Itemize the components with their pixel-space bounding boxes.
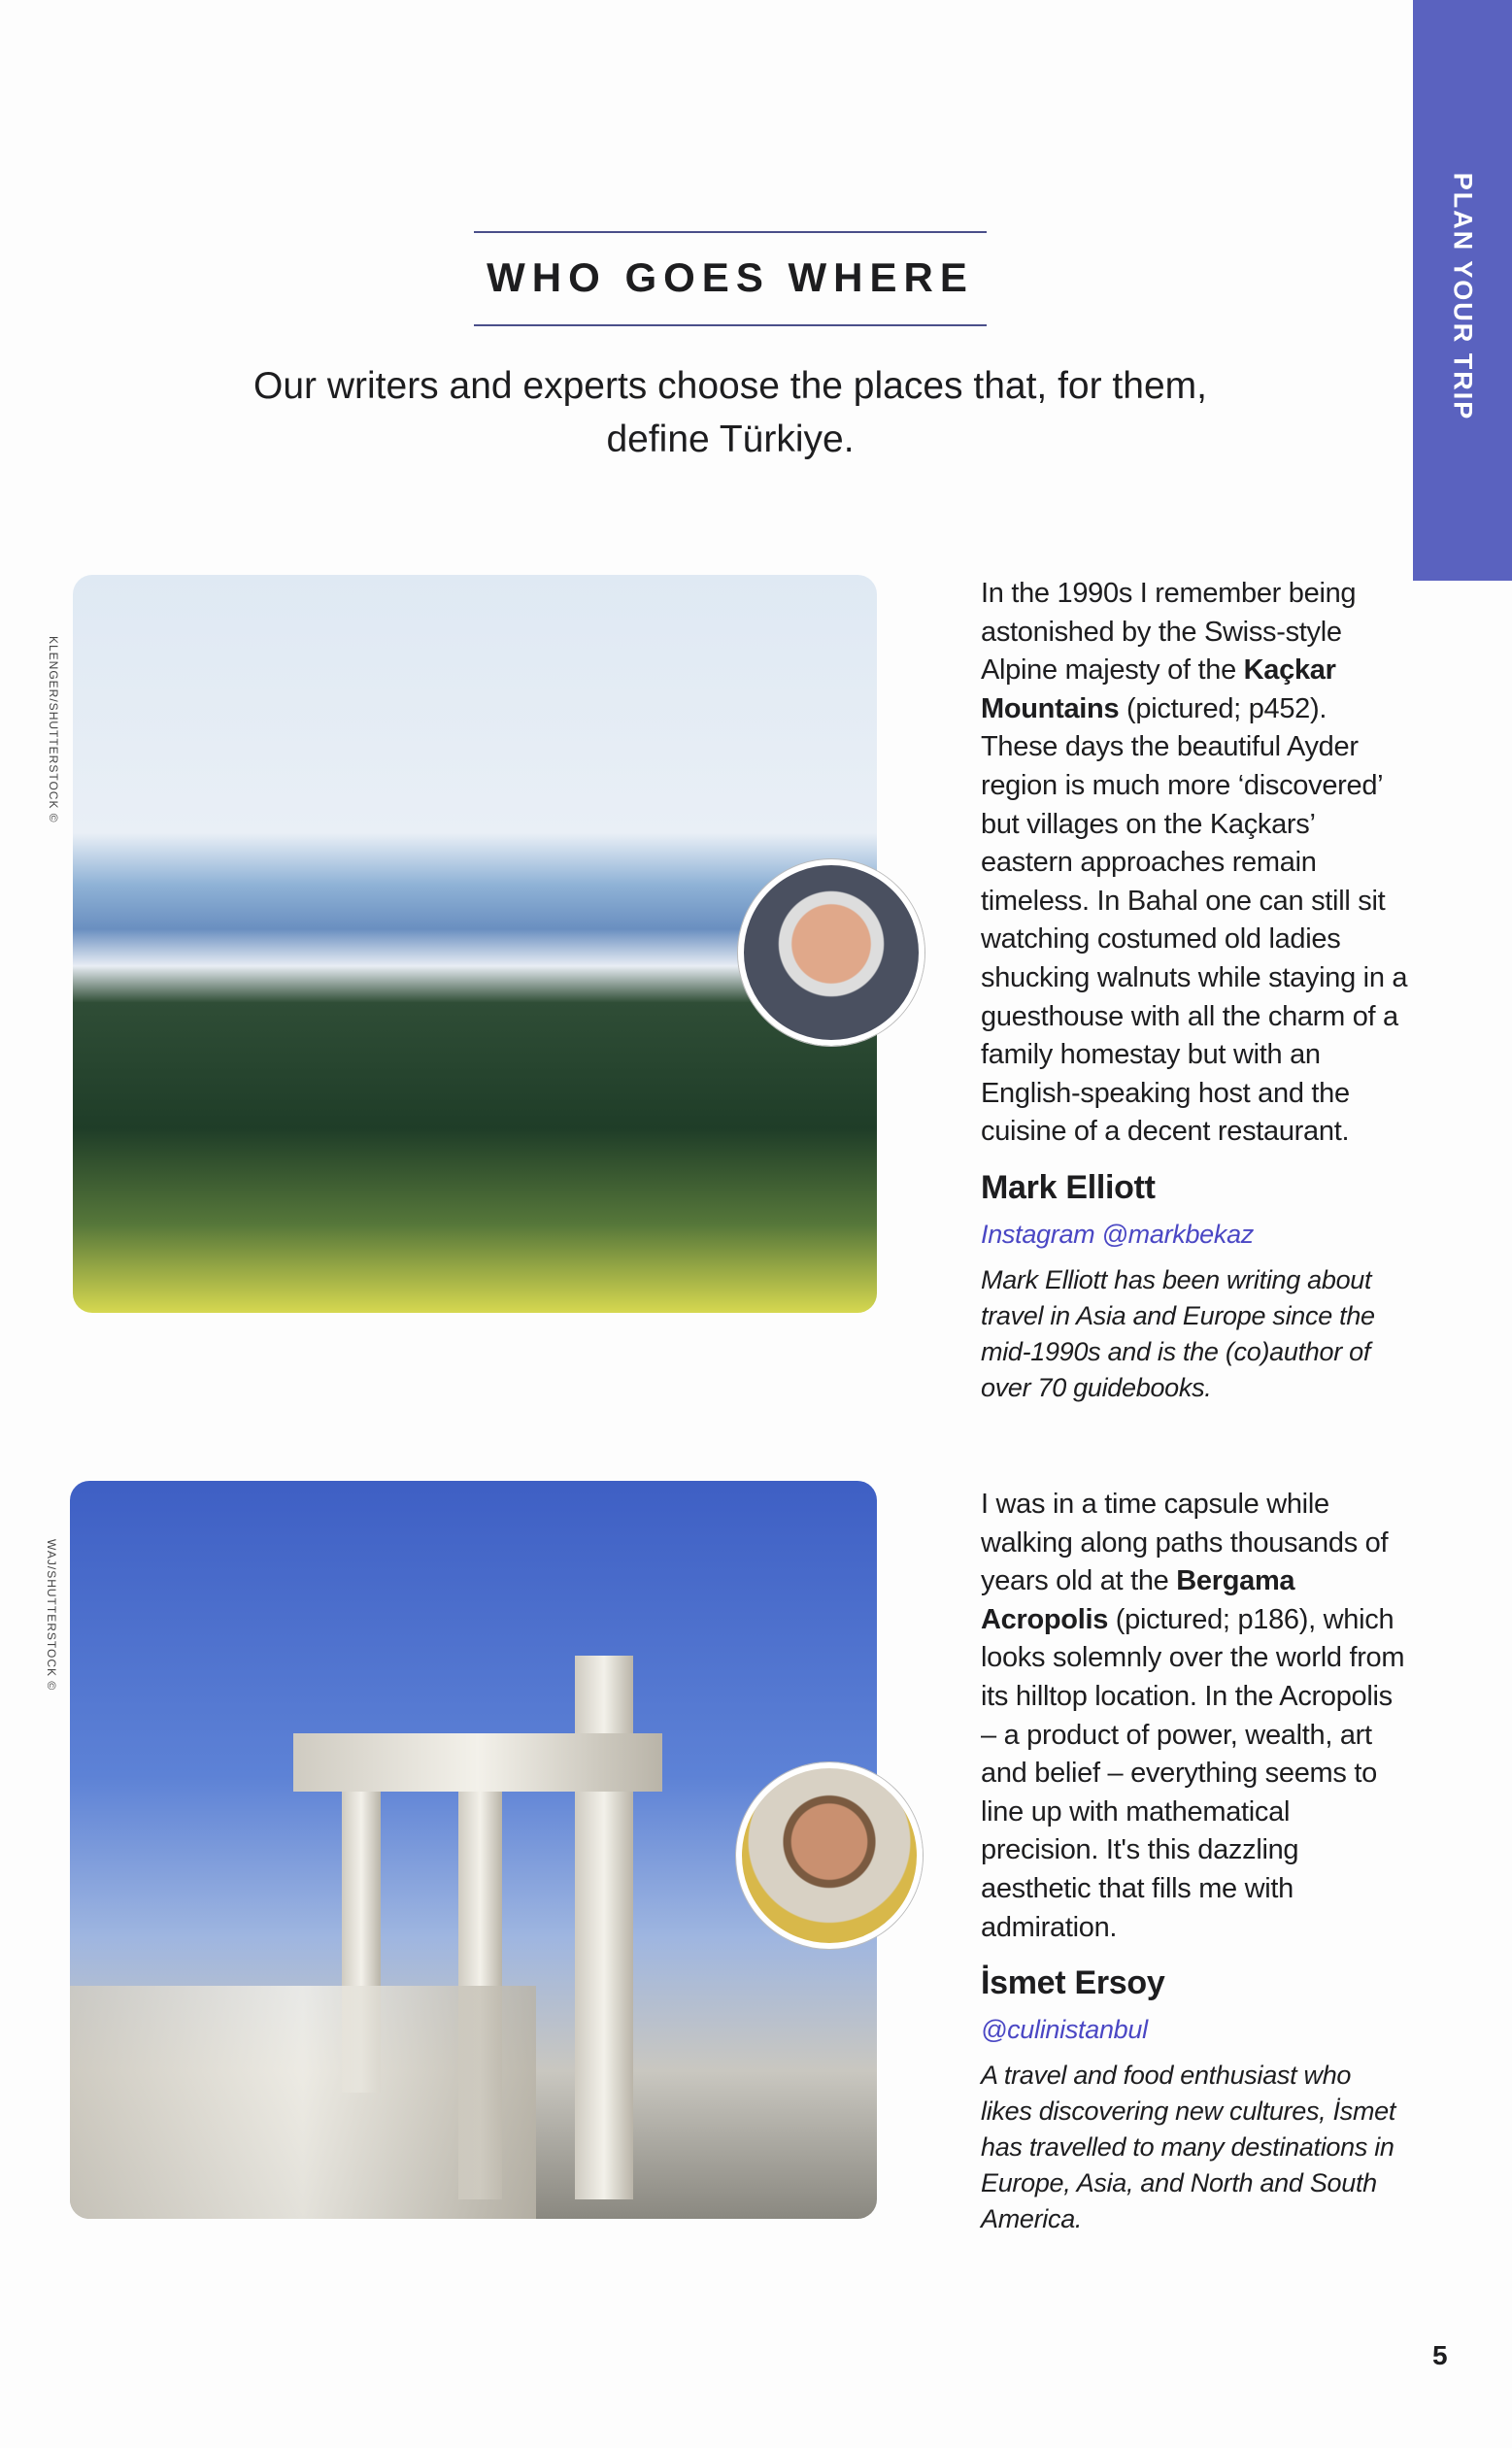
entry-text: In the 1990s I remember being astonished by the Swiss-style Alpine majesty of the Kaçkar Mountains (pictured; p452). These days the beautiful Ayder region is much more ‘discovered’ but villages on the Kaçkars’ eastern approaches remain timeless. In Bahal one can still sit watching costumed old ladies shucking walnuts while staying in a guesthouse with all the charm of a family homestay but with an English-speaking host and the cuisine of a decent restaurant. [981, 578, 1408, 1148]
author-avatar [738, 859, 924, 1046]
author-handle[interactable]: @culinistanbul [981, 2015, 1148, 2045]
entry-mark-elliott [981, 575, 1408, 1486]
page-subtitle [146, 359, 1315, 466]
text-column [981, 575, 1408, 2237]
photo-credit: WAJ/SHUTTERSTOCK © [45, 1539, 58, 1692]
author-bio: A travel and food enthusiast who likes discovering new cultures, İsmet has travelled to many destinations in Europe, Asia, and North and South America. [981, 2061, 1396, 2234]
section-tab [1413, 0, 1512, 581]
author-bio: Mark Elliott has been writing about travel in Asia and Europe since the mid-1990s and is the (co)author of over 70 guidebooks. [981, 1264, 1375, 1402]
author-name: Mark Elliott [981, 1168, 1156, 1206]
subtitle-line: define Türkiye. [606, 419, 855, 460]
page-number: 5 [1432, 2340, 1448, 2370]
title-rule-bottom [474, 324, 987, 326]
author-handle[interactable]: Instagram @markbekaz [981, 1219, 1255, 1249]
title-rule-top [474, 231, 987, 233]
entry-text: I was in a time capsule while walking along paths thousands of years old at the Bergama Acropolis (pictured; p186), which looks solemnly over the world from its hilltop location. In the Acropolis – a product of power, wealth, art and belief – everything seems to line up with mathematical precision. It's this dazzling aesthetic that fills me with admiration. [981, 1489, 1405, 1943]
section-tab-label: PLAN YOUR TRIP [1448, 172, 1478, 421]
page-title: WHO GOES WHERE [487, 254, 974, 300]
subtitle-line: Our writers and experts choose the places that, for them, [253, 365, 1207, 407]
author-avatar [736, 1762, 923, 1949]
author-name: İsmet Ersoy [981, 1964, 1165, 2002]
photo-credit: KLENGER/SHUTTERSTOCK © [47, 636, 60, 823]
entry-ismet-ersoy [981, 1486, 1408, 2237]
